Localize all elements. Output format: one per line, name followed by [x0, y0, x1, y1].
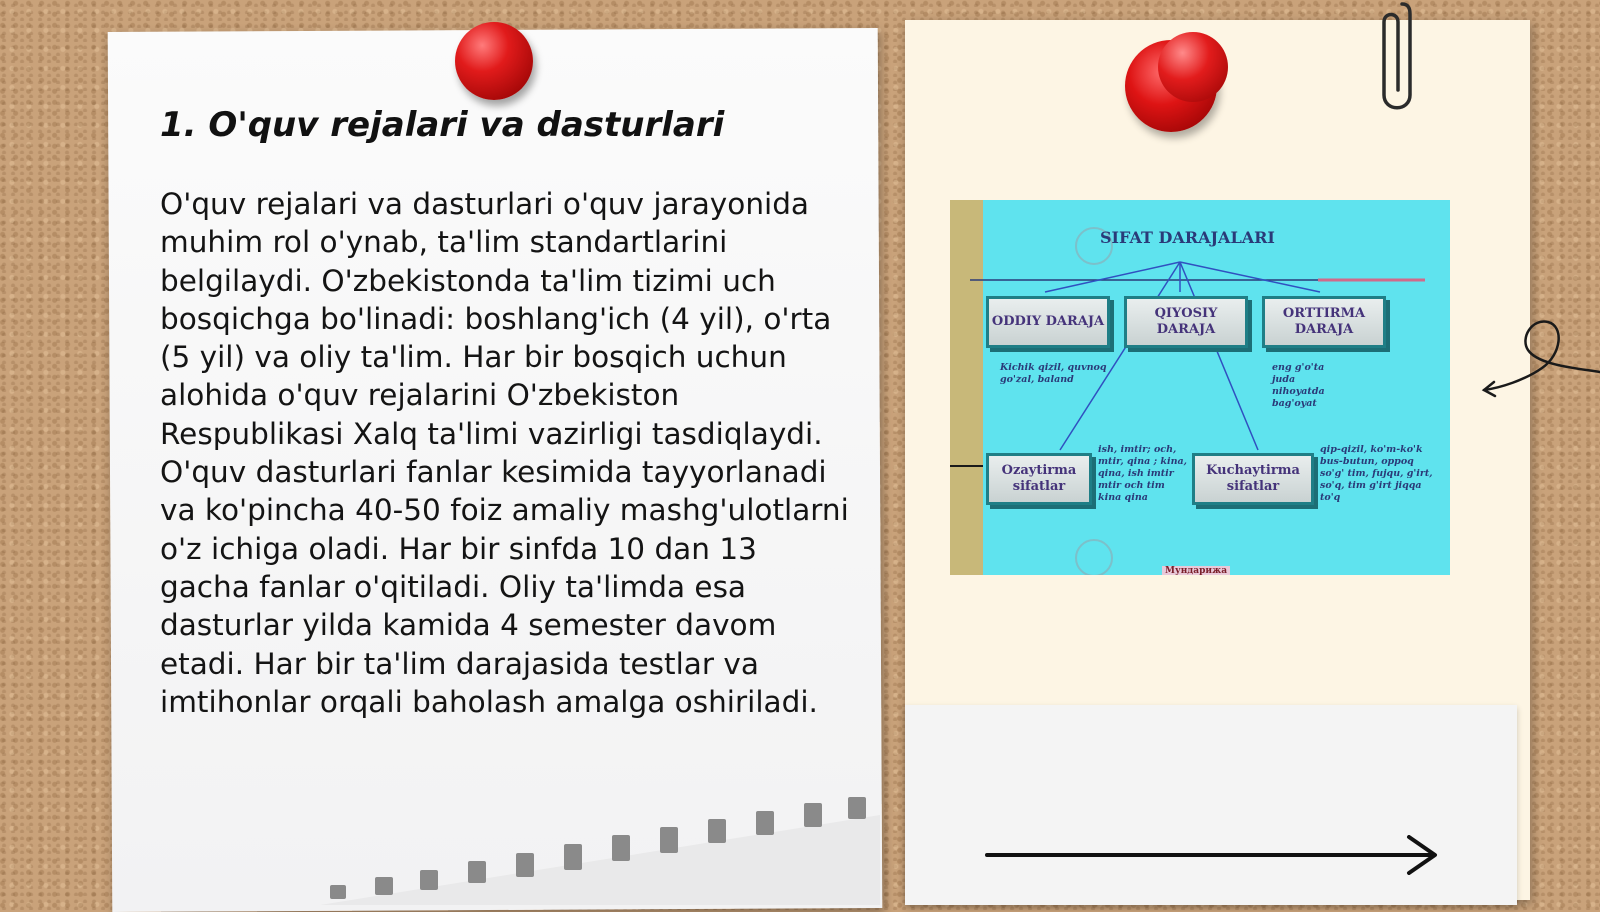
- sifat-darajalari-diagram: [950, 200, 1450, 575]
- diagram-footer-label: Мундарижа: [1162, 566, 1230, 575]
- box-kuchaytirma-sifatlar: Kuchaytirma sifatlar: [1192, 453, 1314, 505]
- curly-arrow-icon: [1480, 310, 1600, 410]
- slide-title: 1. O'quv rejalari va dasturlari: [160, 105, 725, 145]
- right-arrow-icon: [985, 835, 1445, 875]
- diagram-title: SIFAT DARAJALARI: [1100, 228, 1275, 247]
- box-ozaytirma-sifatlar: Ozaytirma sifatlar: [986, 453, 1092, 505]
- box-qiyosiy-daraja: QIYOSIY DARAJA: [1124, 296, 1248, 348]
- right-paper-sheet: [905, 705, 1517, 905]
- red-pushpin-icon: [1158, 32, 1228, 102]
- red-pushpin-icon: [455, 22, 533, 100]
- note-orttirma: eng g'o'ta juda nihoyatda bag'oyat: [1272, 362, 1325, 409]
- body-paragraph: O'quv rejalari va dasturlari o'quv jarayonida muhim rol o'ynab, ta'lim standartlarini belgilaydi. O'zbekistonda ta'lim tizimi uch bosqichga bo'linadi: boshlang'ich (4 yil), o'rta (5 yil) va oliy ta'lim. Har bir bosqich uchun alohida o'quv rejalarini O'zbekiston Respublikasi Xalq ta'limi vazirligi tasdiqlaydi. O'quv dasturlari fanlar kesimida tayyorlanadi va ko'pincha 40-50 foiz amaliy mashg'ulotlarni o'z ichiga oladi. Har bir sinfda 10 dan 13 gacha fanlar o'qitiladi. Oliy ta'limda esa dasturlar yilda kamida 4 semester davom etadi. Har bir ta'lim darajasida testlar va imtihonlar orqali baholash amalga oshiriladi.: [160, 187, 849, 719]
- paperclip-icon: [1378, 0, 1412, 120]
- box-oddiy-daraja: ODDIY DARAJA: [986, 296, 1110, 348]
- note-ozaytirma: ish, imtir; och, mtir, qina ; kina, qina, ish imtir mtir och tim kina qina: [1098, 444, 1187, 503]
- note-kuchaytirma: qip-qizil, ko'm-ko'k bus-butun, oppoq so'g' tim, fujqu, g'irt, so'q, tim g'irt jiqqa to'q: [1320, 444, 1433, 503]
- box-orttirma-daraja: ORTTIRMA DARAJA: [1262, 296, 1386, 348]
- note-oddiy: Kichik qizil, quvnoq go'zal, baland: [1000, 362, 1107, 385]
- torn-paper-edge: [320, 795, 880, 905]
- diagram-connector-lines: [950, 200, 1450, 575]
